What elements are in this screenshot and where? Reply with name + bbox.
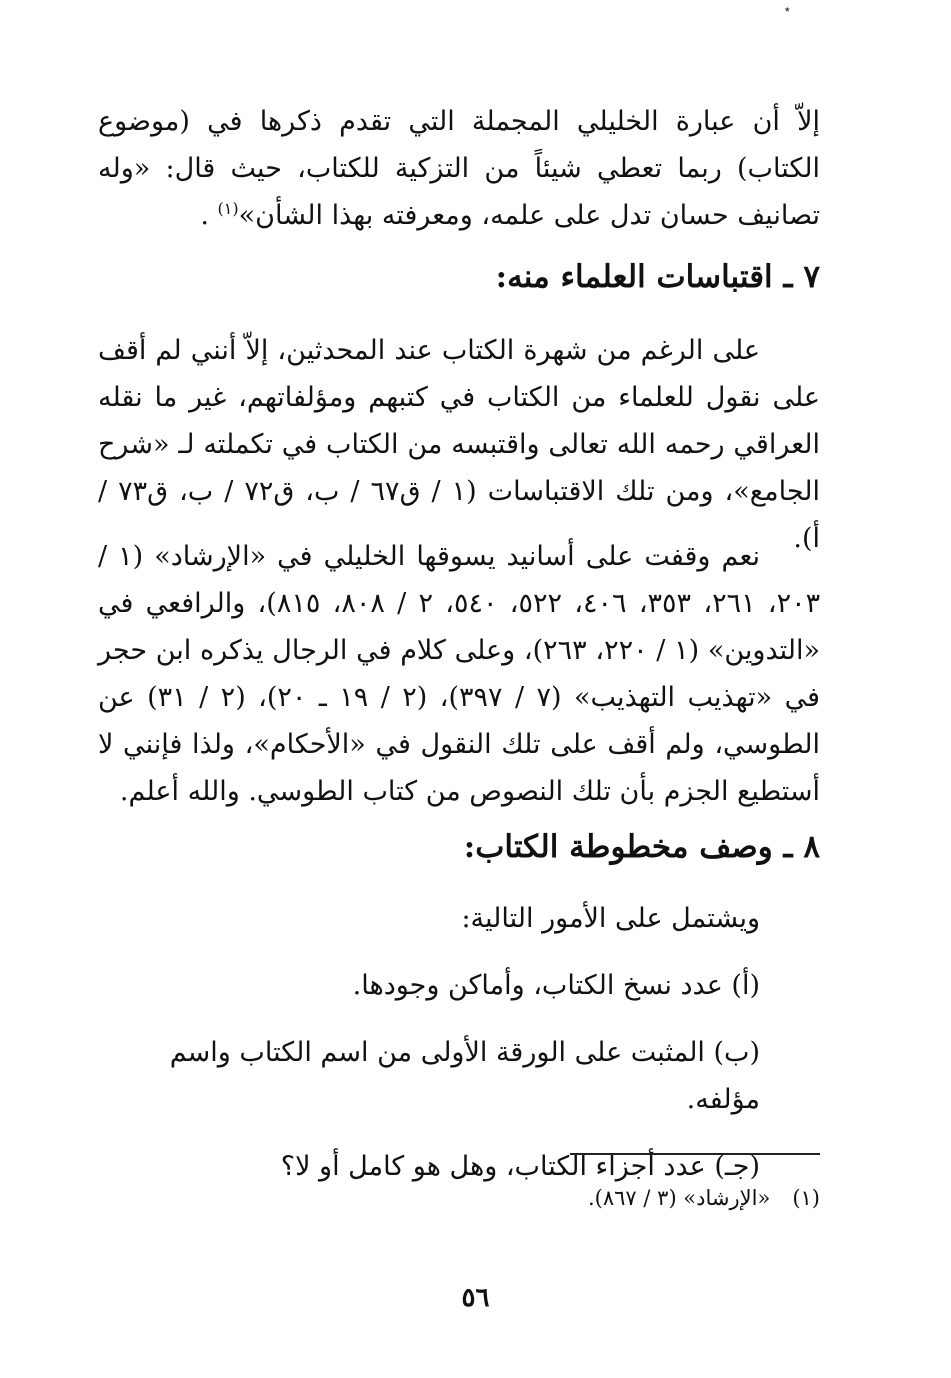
list-intro: ويشتمل على الأمور التالية:: [461, 903, 760, 934]
section-heading-7: ٧ ـ اقتباسات العلماء منه:: [495, 259, 820, 295]
description-list: [98, 895, 760, 1210]
paragraph-1-end: .: [200, 200, 218, 231]
list-item: (جـ) عدد أجزاء الكتاب، وهل هو كامل أو لا؟: [280, 1151, 760, 1182]
paragraph-2: على الرغم من شهرة الكتاب عند المحدثين، إلاّ أنني لم أقف على نقول للعلماء من الكتاب في كتبهم ومؤلفاتهم، غير ما نقله العراقي رحمه الله تعالى واقتبسه من الكتاب في تكملته لـ «شرح الجامع»، ومن تلك الاقتباسات (١ / ق٦٧ / ب، ق٧٢ / ب، ق٧٣ / أ).: [98, 335, 820, 554]
paragraph-1: [98, 98, 820, 239]
paragraph-1-text: إلاّ أن عبارة الخليلي المجملة التي تقدم ذكرها في (موضوع الكتاب) ربما تعطي شيئاً من التزكية للكتاب، حيث قال: «وله تصانيف حسان تدل على علمه، ومعرفته بهذا الشأن»: [98, 106, 820, 231]
page-number: ٥٦: [461, 1283, 490, 1313]
paragraph-3: نعم وقفت على أسانيد يسوقها الخليلي في «الإرشاد» (١ / ٢٠٣، ٢٦١، ٣٥٣، ٤٠٦، ٥٢٢، ٥٤٠، ٢ / ٨٠٨، ٨١٥)، والرافعي في «التدوين» (١ / ٢٢٠، ٢٦٣)، وعلى كلام في الرجال يذكره ابن حجر في «تهذيب التهذيب» (٧ / ٣٩٧)، (٢ / ١٩ ـ ٢٠)، (٢ / ٣١) عن الطوسي، ولم أقف على تلك النقول في «الأحكام»، ولذا فإنني لا أستطيع الجزم بأن تلك النصوص من كتاب الطوسي. والله أعلم.: [98, 541, 821, 807]
footnote-ref: (١): [217, 199, 239, 218]
footnote: [588, 1182, 820, 1214]
footnote-number: (١): [792, 1186, 820, 1210]
footnote-text: «الإرشاد» (٣ / ٨٦٧).: [588, 1186, 771, 1210]
corner-mark: ٭: [784, 2, 791, 16]
footnote-divider: [570, 1153, 820, 1155]
section-heading-8: ٨ ـ وصف مخطوطة الكتاب:: [463, 829, 820, 865]
list-item: (ب) المثبت على الورقة الأولى من اسم الكتاب واسم مؤلفه.: [169, 1037, 760, 1115]
list-item: (أ) عدد نسخ الكتاب، وأماكن وجودها.: [352, 970, 760, 1001]
